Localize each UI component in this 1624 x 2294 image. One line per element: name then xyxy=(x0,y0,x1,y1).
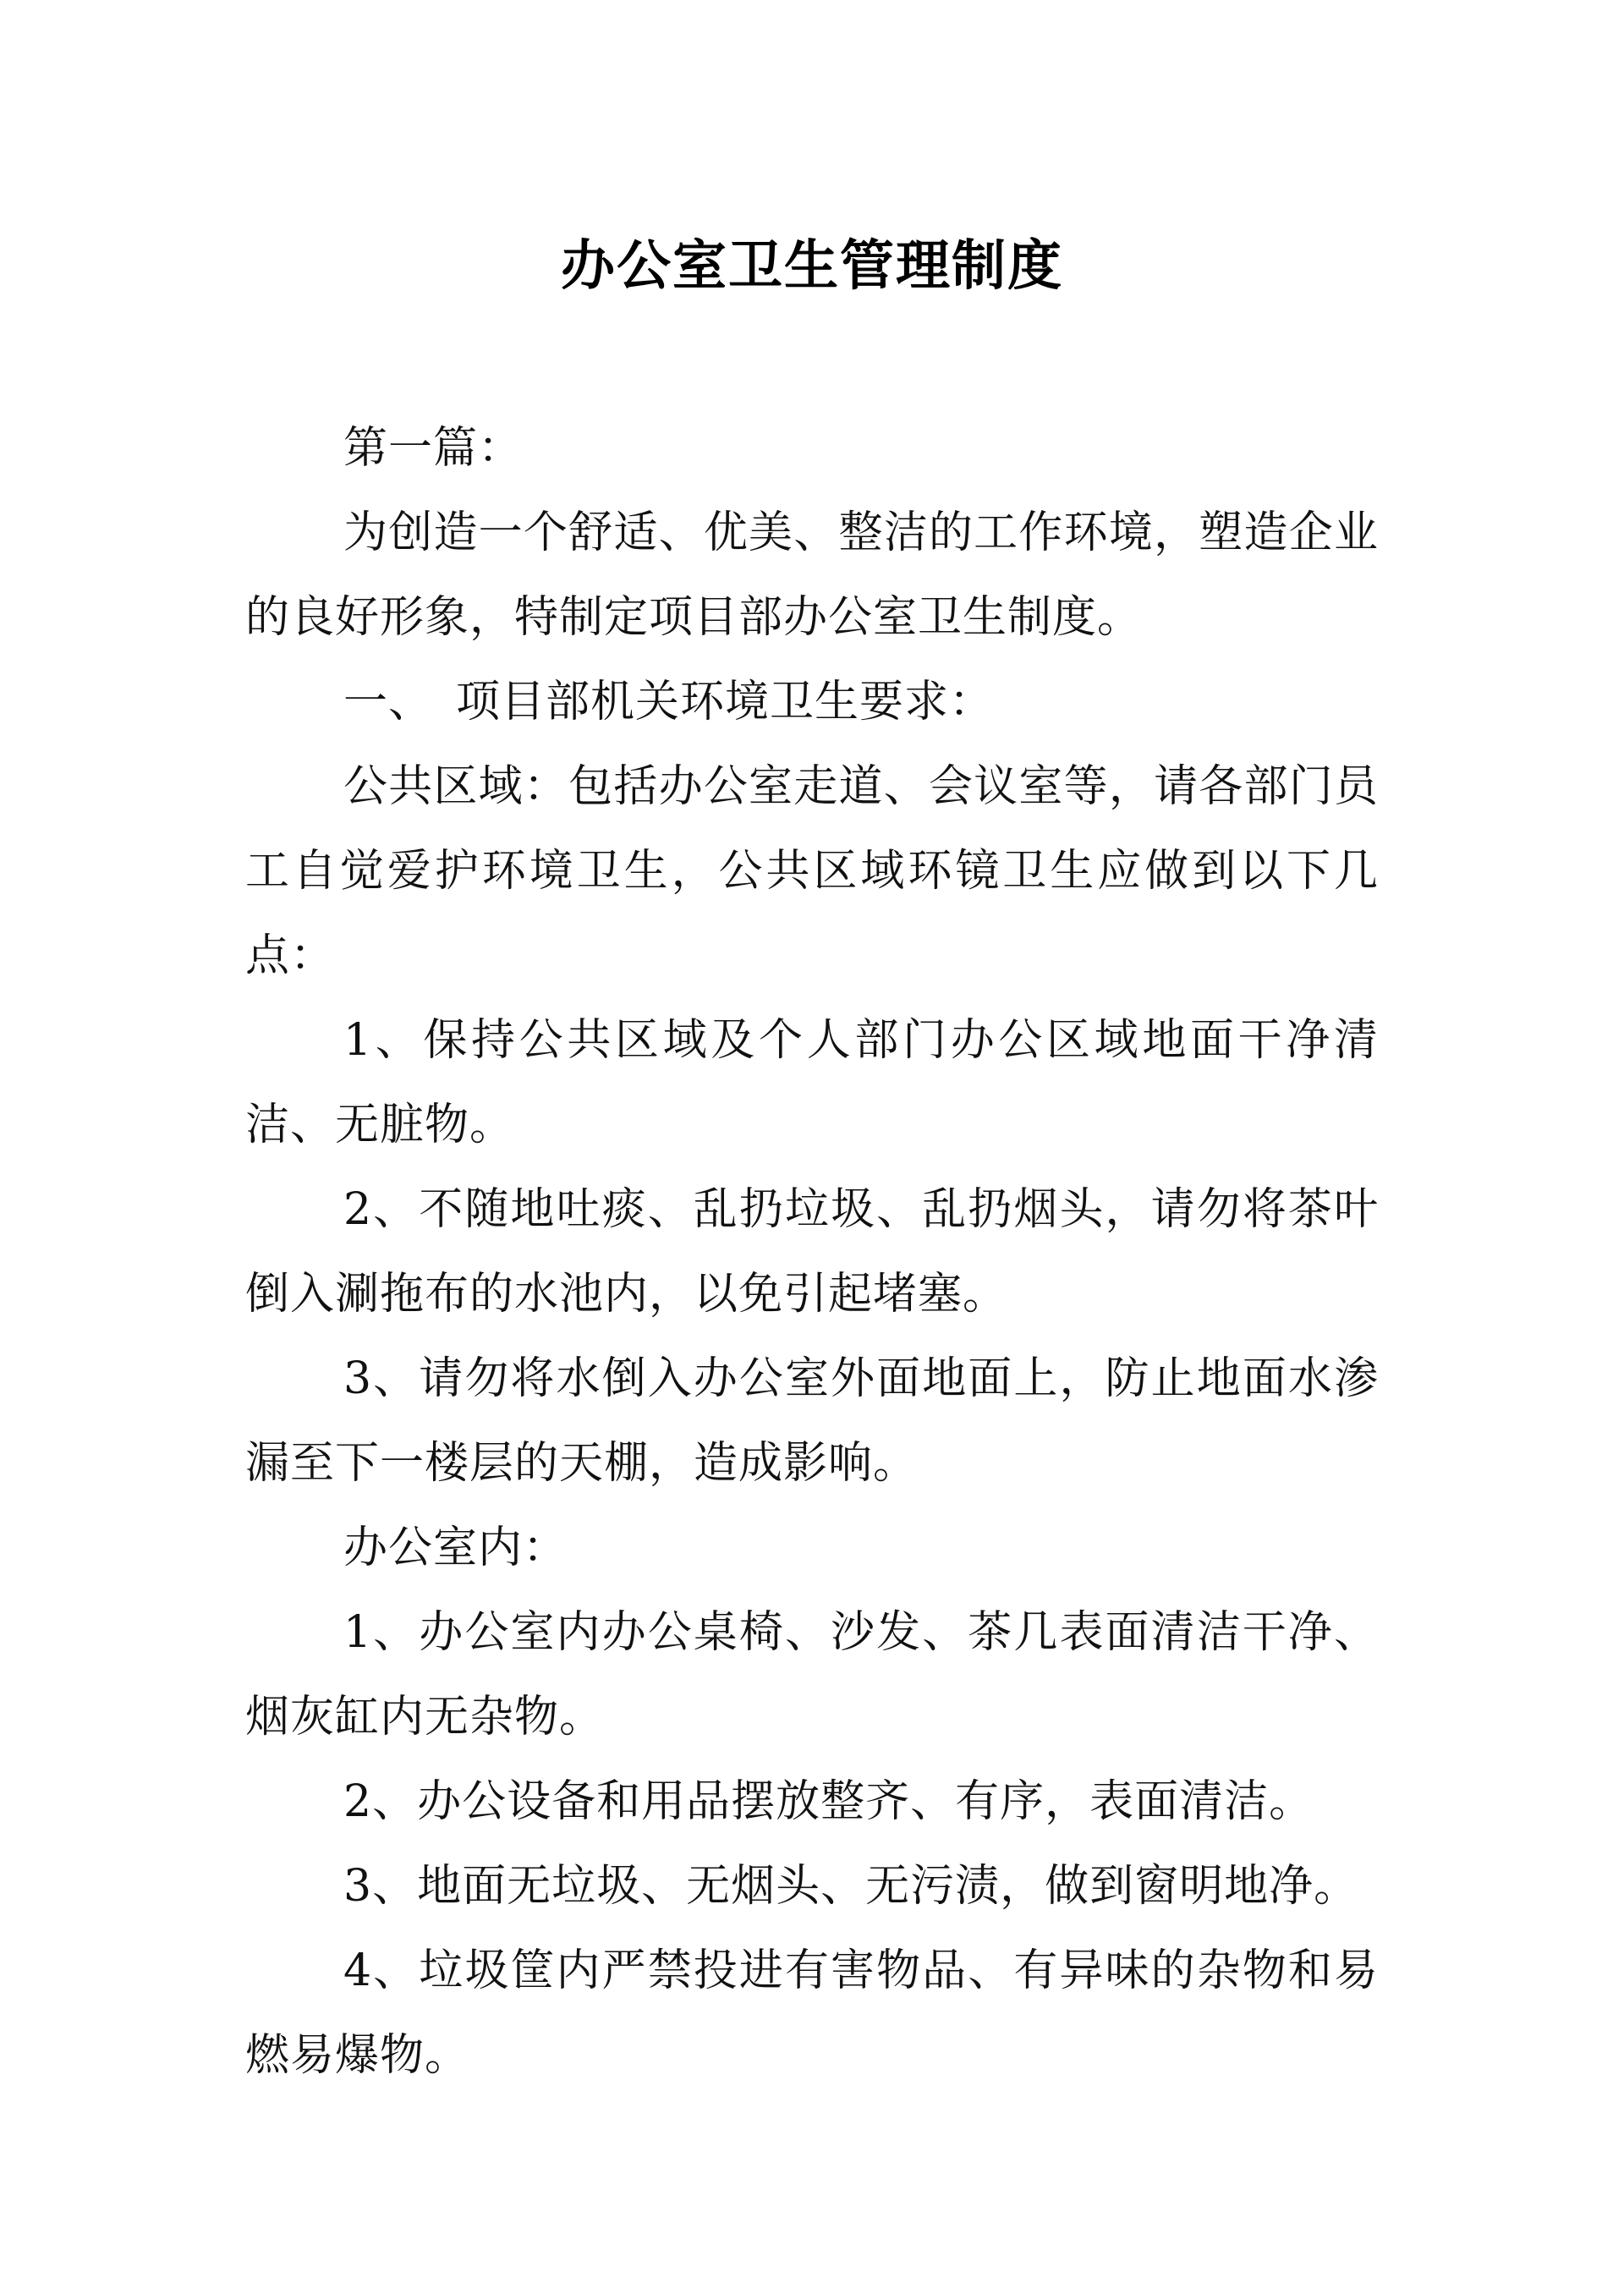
paragraph-requirement-heading: 一、 项目部机关环境卫生要求： xyxy=(343,677,995,727)
paragraph-office-heading: 办公室内： xyxy=(343,1523,568,1573)
paragraph-public-rule-3: 3、请勿将水倒入办公室外面地面上，防止地面水渗漏至下一楼层的天棚，造成影响。 xyxy=(245,1353,1379,1489)
paragraph-purpose: 为创造一个舒适、优美、整洁的工作环境，塑造企业的良好形象，特制定项目部办公室卫生制度。 xyxy=(245,508,1379,643)
paragraph-office-rule-1: 1、办公室内办公桌椅、沙发、茶几表面清洁干净、烟灰缸内无杂物。 xyxy=(245,1607,1379,1742)
paragraph-public-rule-2: 2、不随地吐痰、乱扔垃圾、乱扔烟头，请勿将茶叶倒入涮拖布的水池内，以免引起堵塞。 xyxy=(245,1184,1379,1320)
document-body xyxy=(245,406,1379,2098)
paragraph-office-rule-4: 4、垃圾筐内严禁投进有害物品、有异味的杂物和易燃易爆物。 xyxy=(245,1946,1379,2081)
document-title: 办公室卫生管理制度 xyxy=(561,234,1063,298)
paragraph-office-rule-3: 3、地面无垃圾、无烟头、无污渍，做到窗明地净。 xyxy=(343,1861,1359,1912)
paragraph-office-rule-2: 2、办公设备和用品摆放整齐、有序，表面清洁。 xyxy=(343,1776,1314,1827)
paragraph-section-heading: 第一篇： xyxy=(343,423,524,474)
paragraph-public-area: 公共区域：包括办公室走道、会议室等，请各部门员工自觉爱护环境卫生，公共区域环镜卫生应做到以下几点： xyxy=(245,761,1379,981)
paragraph-public-rule-1: 1、保持公共区域及个人部门办公区域地面干净清洁、无脏物。 xyxy=(245,1015,1379,1150)
